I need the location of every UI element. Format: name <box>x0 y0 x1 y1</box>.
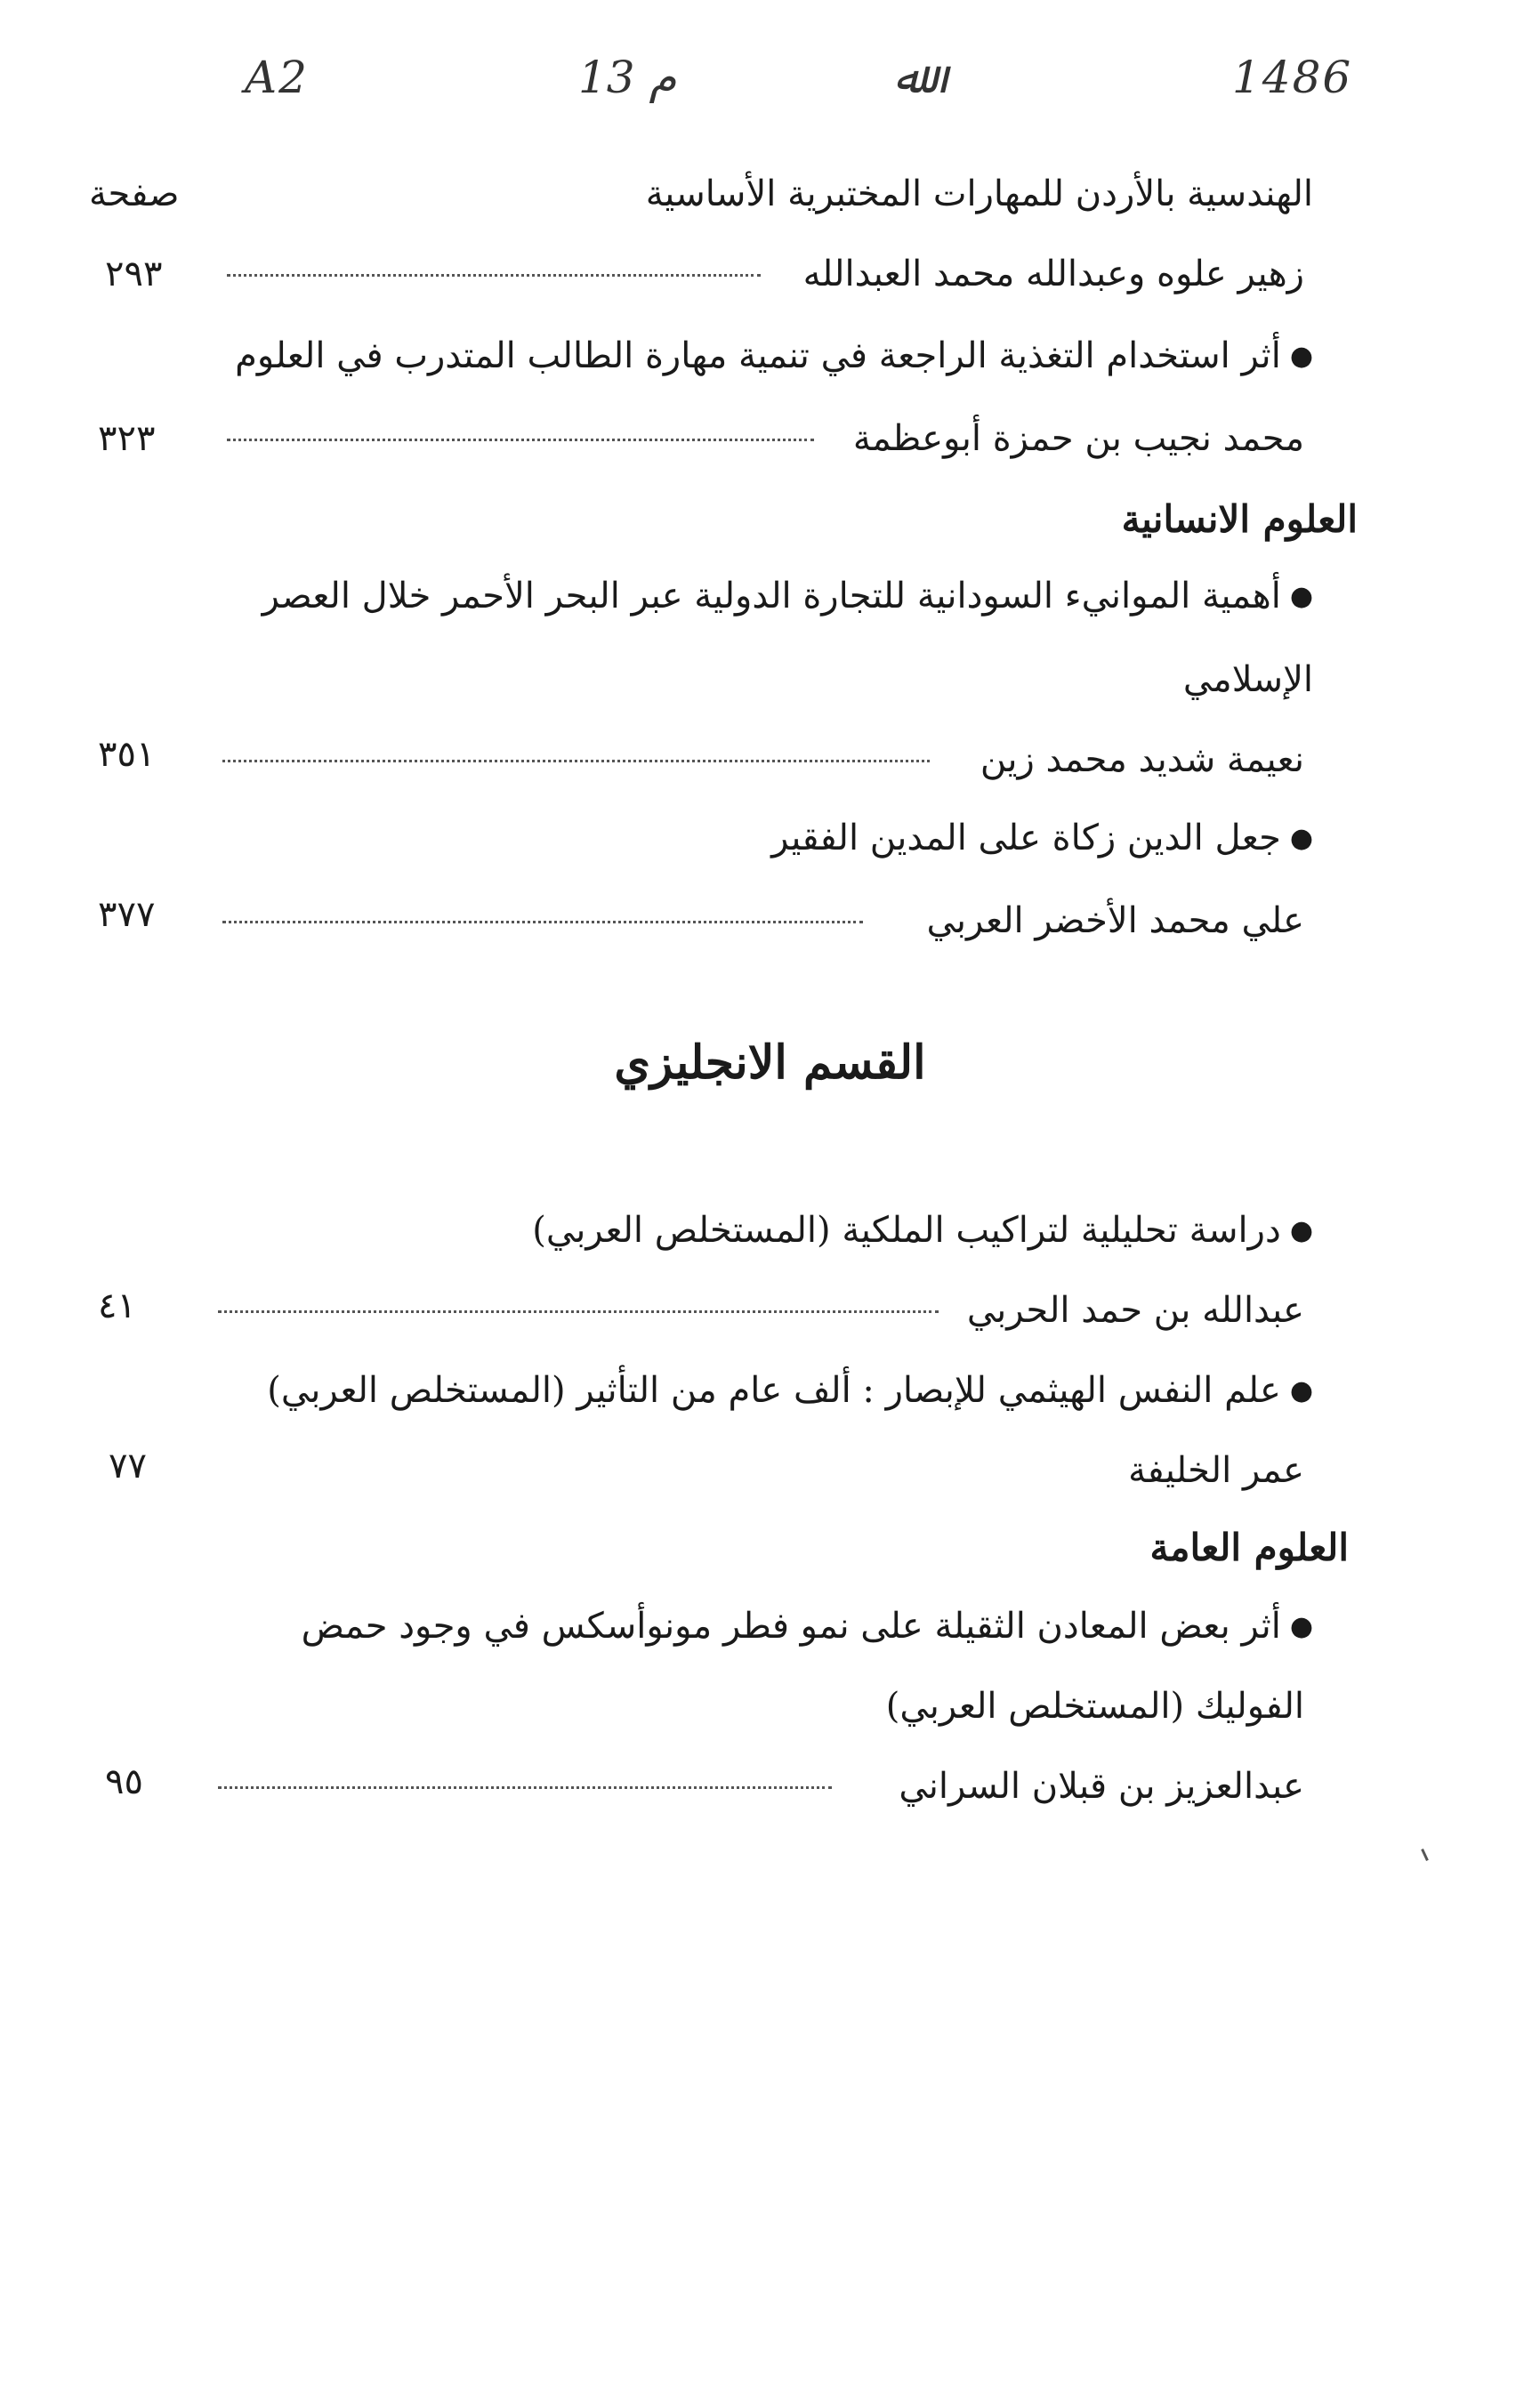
toc-entry-page: ٣٢٣ <box>98 418 156 459</box>
handwritten-mark: A2 <box>245 52 309 103</box>
dot-leader <box>218 1786 832 1789</box>
toc-entry-author: محمد نجيب بن حمزة أبوعظمة <box>852 418 1304 459</box>
toc-entry-author: زهير علوه وعبدالله محمد العبدالله <box>802 254 1304 294</box>
dot-leader <box>227 274 761 277</box>
toc-entry-page: ٢٩٣ <box>105 254 163 294</box>
toc-entry-title: ● جعل الدين زكاة على المدين الفقير <box>771 813 1313 866</box>
toc-entry-author: عبدالعزيز بن قبلان السراني <box>899 1766 1304 1807</box>
toc-entry-title-continued: الإسلامي <box>1182 659 1313 700</box>
toc-entry-page: ٩٥ <box>105 1761 143 1802</box>
toc-entry-title-continued: الفوليك (المستخلص العربي) <box>885 1686 1304 1727</box>
toc-entry-title: ● دراسة تحليلية لتراكيب الملكية (المستخلص العربي) <box>532 1205 1313 1259</box>
toc-entry-page: ٣٧٧ <box>98 894 156 935</box>
toc-entry-title: الهندسية بالأردن للمهارات المختبرية الأساسية <box>645 173 1313 214</box>
toc-entry-page: ٤١ <box>98 1285 136 1326</box>
toc-entry-author: عمر الخليفة <box>1128 1450 1304 1491</box>
section-title: القسم الانجليزي <box>614 1035 926 1090</box>
dot-leader <box>218 1310 939 1313</box>
toc-entry-title: ● أثر بعض المعادن الثقيلة على نمو فطر مونوأسكس في وجود حمض <box>302 1601 1313 1655</box>
handwritten-mark: 13 م <box>578 52 677 103</box>
dot-leader <box>222 921 863 923</box>
handwritten-mark: 1486 <box>1232 52 1353 103</box>
section-heading: العلوم العامة <box>1149 1526 1349 1569</box>
page-column-label: صفحة <box>89 173 180 214</box>
toc-entry-title: ● أثر استخدام التغذية الراجعة في تنمية مهارة الطالب المتدرب في العلوم <box>235 331 1313 384</box>
section-heading: العلوم الانسانية <box>1121 497 1358 541</box>
dot-leader <box>222 760 930 762</box>
paper-speck <box>1421 1849 1429 1861</box>
toc-entry-page: ٣٥١ <box>98 734 156 775</box>
handwritten-mark: ﷲ <box>894 52 921 103</box>
toc-entry-title: ● علم النفس الهيثمي للإبصار : ألف عام من التأثير (المستخلص العربي) <box>267 1366 1313 1419</box>
toc-entry-page: ٧٧ <box>109 1446 147 1487</box>
toc-entry-author: نعيمة شديد محمد زين <box>980 739 1304 780</box>
toc-entry-title: ● أهمية الموانيء السودانية للتجارة الدولية عبر البحر الأحمر خلال العصر <box>262 571 1313 624</box>
toc-entry-author: عبدالله بن حمد الحربي <box>966 1290 1304 1331</box>
dot-leader <box>227 439 814 441</box>
toc-entry-author: علي محمد الأخضر العربي <box>926 900 1304 941</box>
